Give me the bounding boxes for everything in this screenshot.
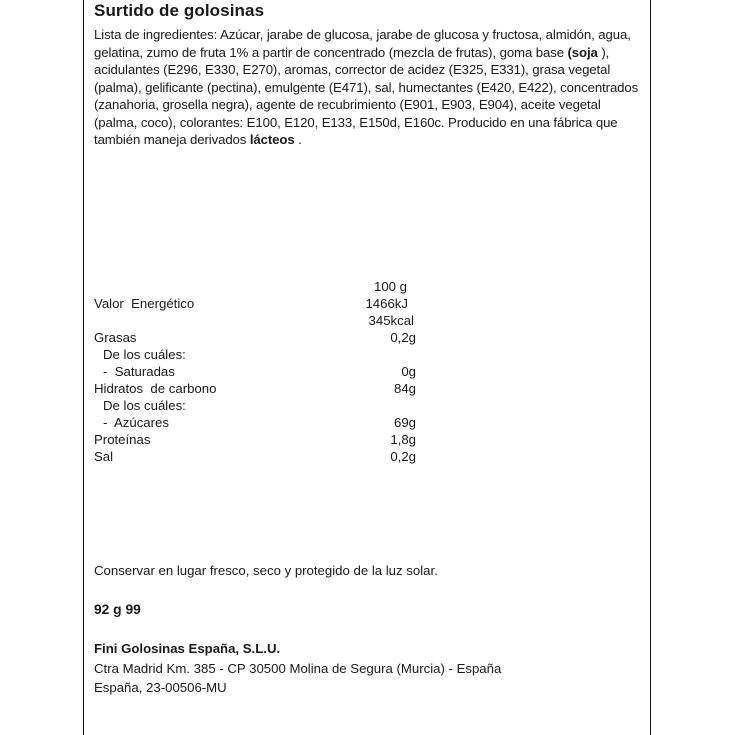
ingredients-text-3: . [294, 132, 302, 147]
ingredients-text-2: ), acidulantes (E296, E330, E270), aromas, corrector de acidez (E325, E331), grasa vegetal (palma), gelificante (pectina), emulgente (E471), sal, humectantes (E420, E422), concentrados (zanahoria, grosella negra), agente de recubrimiento (E901, E903, E904), aceite vegetal (palma, coco), colorantes: E100, E120, E133, E150d, E160c. Producido en una fábrica que también maneja derivados [94, 44, 639, 147]
allergen-soja: (soja [567, 44, 598, 60]
nutrition-row [84, 330, 652, 347]
nutrition-row [84, 449, 652, 466]
nutrition-label: Valor Energético [94, 296, 195, 311]
nutrition-value: 0,2g [390, 330, 416, 345]
nutrition-row [84, 398, 652, 415]
nutrition-value: 1466kJ [365, 296, 408, 311]
nutrition-row [84, 313, 652, 330]
nutrition-label: De los cuáles: [103, 398, 186, 413]
net-weight: 92 g 99 [94, 602, 141, 617]
nutrition-header-row [84, 279, 652, 296]
label-panel [83, 0, 651, 735]
nutrition-value: 0g [401, 364, 416, 379]
nutrition-row [84, 432, 652, 449]
nutrition-label: Sal [94, 449, 114, 464]
nutrition-label: De los cuáles: [103, 347, 186, 362]
nutrition-row [84, 347, 652, 364]
nutrition-value: 1,8g [390, 432, 416, 447]
nutrition-label: Hidratos de carbono [94, 381, 217, 396]
nutrition-row [84, 296, 652, 313]
nutrition-label: Proteínas [94, 432, 151, 447]
nutrition-value: 345kcal [368, 313, 414, 328]
nutrition-row [84, 415, 652, 432]
nutrition-row [84, 364, 652, 381]
company-name: Fini Golosinas España, S.L.U. [94, 641, 281, 656]
nutrition-label: - Azúcares [103, 415, 169, 430]
nutrition-value: 84g [393, 381, 416, 396]
allergen-lacteos: lácteos [249, 132, 295, 147]
sanitary-registry: España, 23-00506-MU [94, 680, 227, 695]
nutrition-row [84, 381, 652, 398]
nutrition-header-per100g: 100 g [373, 279, 407, 294]
nutrition-label: - Saturadas [103, 364, 175, 379]
ingredients-list [94, 26, 639, 149]
nutrition-value: 0,2g [390, 449, 416, 464]
ingredients-text-1: Lista de ingredientes: Azúcar, jarabe de glucosa, jarabe de glucosa y fructosa, almidón, agua, gelatina, zumo de fruta 1% a partir de concentrado (mezcla de frutas), goma base [94, 27, 631, 60]
product-title: Surtido de golosinas [94, 1, 265, 20]
storage-instructions: Conservar en lugar fresco, seco y protegido de la luz solar. [94, 563, 438, 578]
nutrition-value: 69g [393, 415, 416, 430]
nutrition-label: Grasas [94, 330, 137, 345]
company-address: Ctra Madrid Km. 385 - CP 30500 Molina de Segura (Murcia) - España [94, 661, 502, 676]
